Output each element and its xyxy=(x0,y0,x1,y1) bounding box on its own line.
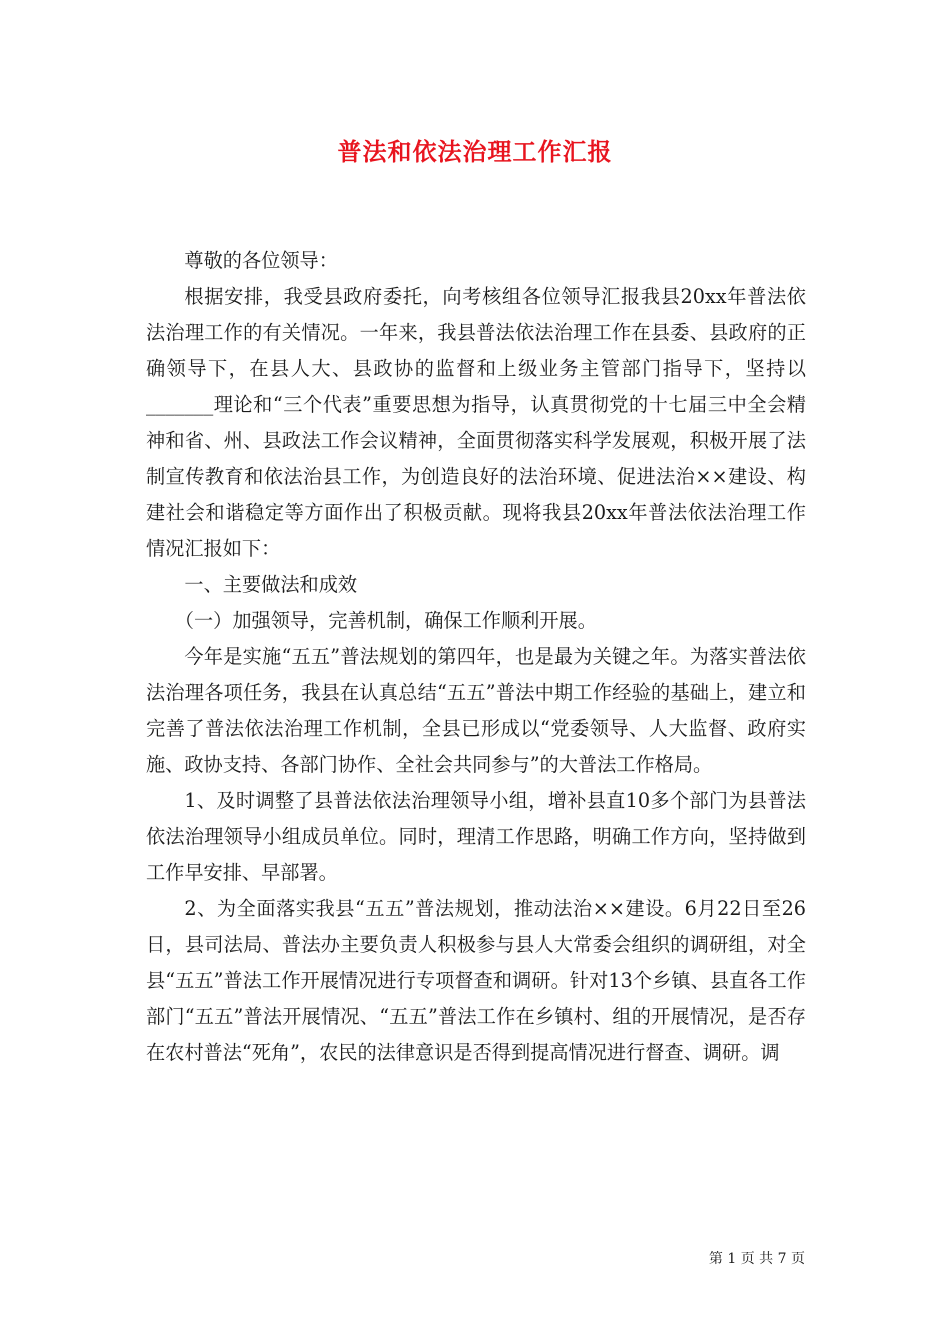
intro-paragraph: 根据安排，我受县政府委托，向考核组各位领导汇报我县20xx年普法依法治理工作的有关情况。一年来，我县普法依法治理工作在县委、县政府的正确领导下，在县人大、县政协的监督和上级业务主管部门指导下，坚持以_______理论和“三个代表”重要思想为指导，认真贯彻党的十七届三中全会精神和省、州、县政法工作会议精神，全面贯彻落实科学发展观，积极开展了法制宣传教育和依法治县工作，为创造良好的法治环境、促进法治××建设、构建社会和谐稳定等方面作出了积极贡献。现将我县20xx年普法依法治理工作情况汇报如下： xyxy=(146,285,806,560)
document-body xyxy=(146,243,806,1071)
page-number-label: 第 1 页 共 7 页 xyxy=(708,1251,805,1267)
section-heading: 一、主要做法和成效 xyxy=(184,573,358,596)
salutation-paragraph: 尊敬的各位领导： xyxy=(184,249,338,272)
numbered-paragraph-2: 2、为全面落实我县“五五”普法规划，推动法治××建设。6月22日至26日，县司法局、普法办主要负责人积极参与县人大常委会组织的调研组，对全县“五五”普法工作开展情况进行专项督查和调研。针对13个乡镇、县直各工作部门“五五”普法开展情况、“五五”普法工作在乡镇村、组的开展情况，是否存在农村普法“死角”，农民的法律意识是否得到提高情况进行督查、调研。调 xyxy=(146,897,806,1064)
subsection-heading: （一）加强领导，完善机制，确保工作顺利开展。 xyxy=(174,609,597,632)
document-title: 普法和依法治理工作汇报 xyxy=(337,137,613,166)
body-paragraph: 今年是实施“五五”普法规划的第四年，也是最为关键之年。为落实普法依法治理各项任务，我县在认真总结“五五”普法中期工作经验的基础上，建立和完善了普法依法治理工作机制，全县已形成以“党委领导、人大监督、政府实施、政协支持、各部门协作、全社会共同参与”的大普法工作格局。 xyxy=(146,645,806,776)
numbered-paragraph-1: 1、及时调整了县普法依法治理领导小组，增补县直10多个部门为县普法依法治理领导小组成员单位。同时，理清工作思路，明确工作方向，坚持做到工作早安排、早部署。 xyxy=(146,789,806,884)
page-number-footer xyxy=(709,1248,805,1268)
